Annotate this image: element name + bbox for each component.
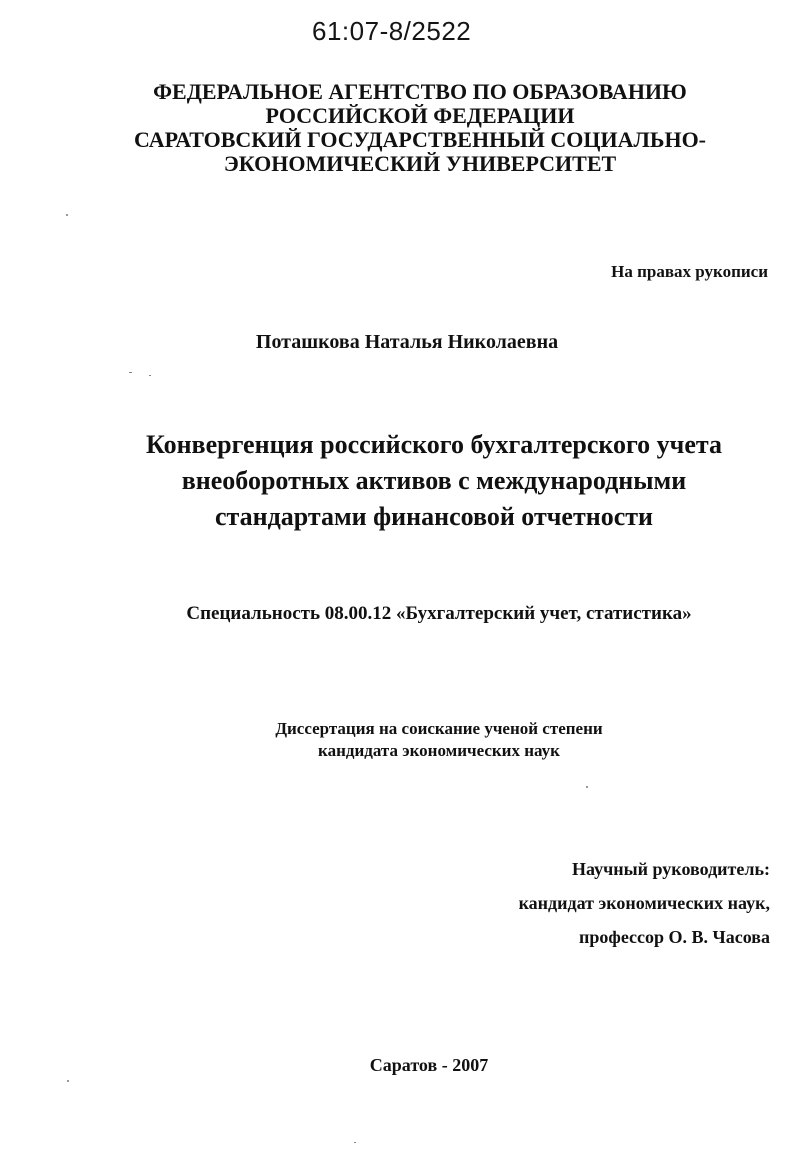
scan-speck: [66, 214, 68, 216]
thesis-title-line: внеоборотных активов с международными: [181, 466, 687, 495]
author-name: Поташкова Наталья Николаевна: [255, 331, 559, 353]
thesis-title: [0, 427, 798, 535]
organization-line: ФЕДЕРАЛЬНОЕ АГЕНТСТВО ПО ОБРАЗОВАНИЮ: [153, 79, 687, 104]
supervisor-line: Научный руководитель:: [572, 859, 770, 879]
supervisor-line: кандидат экономических наук,: [518, 893, 770, 913]
organization-header: [40, 80, 798, 176]
organization-line: САРАТОВСКИЙ ГОСУДАРСТВЕННЫЙ СОЦИАЛЬНО-: [133, 127, 707, 152]
degree-line: кандидата экономических наук: [318, 741, 560, 760]
scan-speck: [354, 1142, 356, 1143]
organization-line: ЭКОНОМИЧЕСКИЙ УНИВЕРСИТЕТ: [223, 151, 617, 176]
place-and-year: Саратов - 2007: [369, 1055, 489, 1075]
organization-line: РОССИЙСКОЙ ФЕДЕРАЦИИ: [265, 103, 575, 128]
scan-speck: [586, 786, 588, 788]
degree-line: Диссертация на соискание ученой степени: [275, 719, 603, 738]
supervisor-line: профессор О. В. Часова: [578, 927, 770, 947]
scan-speck: [149, 375, 151, 376]
specialty: Специальность 08.00.12 «Бухгалтерский учет, статистика»: [186, 603, 692, 624]
scan-speck: [129, 372, 132, 373]
manuscript-rights: На правах рукописи: [611, 262, 768, 281]
archive-code: 61:07-8/2522: [312, 16, 472, 46]
scientific-supervisor: [519, 852, 770, 954]
scan-speck: [67, 1080, 69, 1082]
degree-statement: [40, 718, 798, 762]
thesis-title-line: Конвергенция российского бухгалтерского учета: [146, 430, 722, 459]
thesis-title-line: стандартами финансовой отчетности: [214, 502, 653, 531]
